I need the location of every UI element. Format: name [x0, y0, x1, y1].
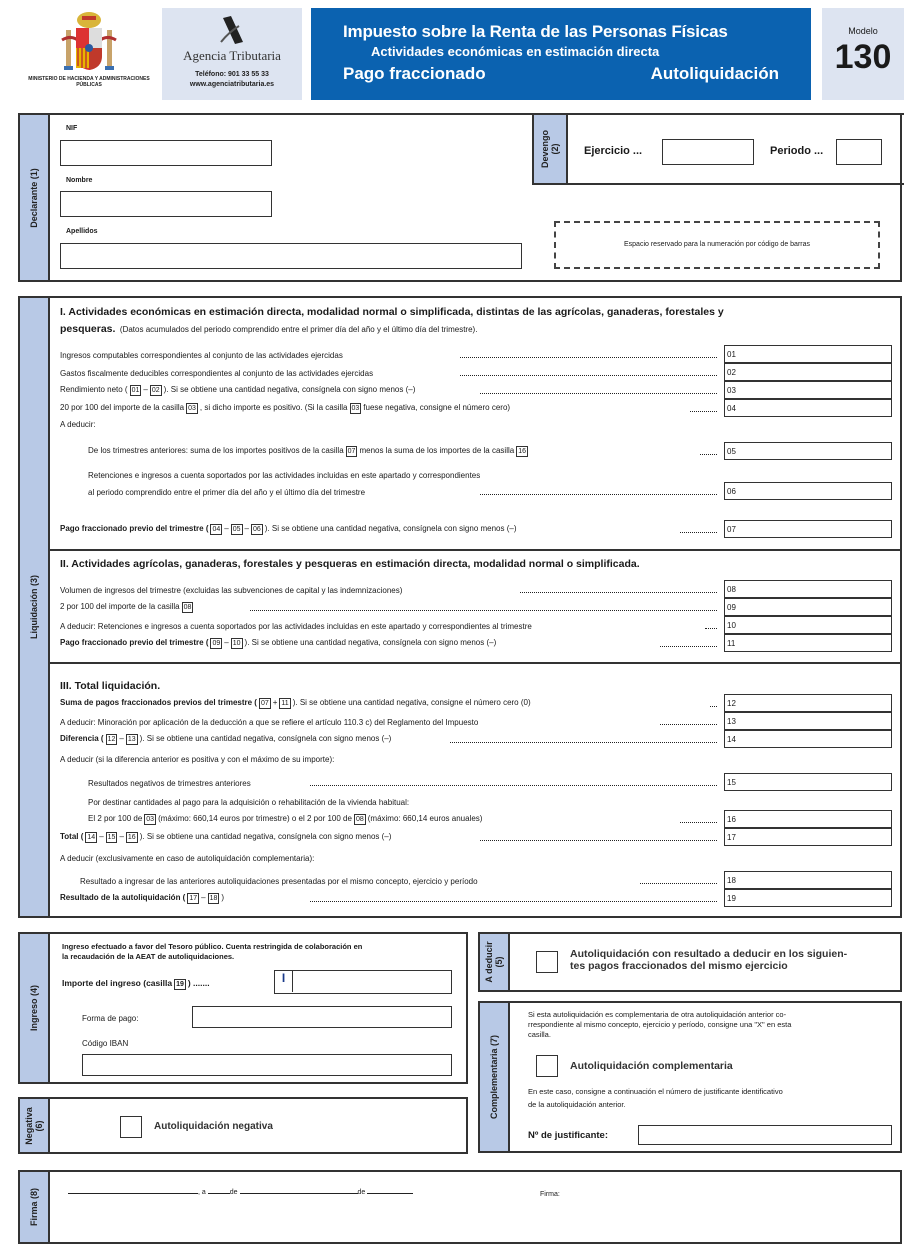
- ejercicio-input[interactable]: [662, 139, 754, 165]
- casilla-11-input[interactable]: [745, 634, 892, 652]
- iban-input[interactable]: [82, 1054, 452, 1076]
- apellidos-label: Apellidos: [66, 228, 98, 235]
- barcode-reserved-text: Espacio reservado para la numeración por código de barras: [624, 241, 810, 248]
- casilla-number: 19: [724, 889, 746, 907]
- title-pago-fraccionado: Pago fraccionado: [343, 64, 486, 83]
- forma-pago-label: Forma de pago:: [82, 1014, 139, 1023]
- ingreso-side-label: Ingreso (4): [20, 934, 50, 1082]
- complementaria-intro: Si esta autoliquidación es complementaria de otra autoliquidación anterior co- rrespondiente al mismo concepto, ejercicio y período, consigne una "X" en esta casilla.: [528, 1010, 792, 1039]
- nombre-input[interactable]: [60, 191, 272, 217]
- agencia-phone: Teléfono: 901 33 55 33: [195, 71, 269, 78]
- title-line-1: Impuesto sobre la Renta de las Personas Físicas: [343, 22, 728, 41]
- casilla-number: 14: [724, 730, 746, 748]
- title-autoliquidacion: Autoliquidación: [650, 64, 779, 83]
- devengo-side-label: Devengo (2): [534, 115, 568, 183]
- complementaria-checkbox-label: Autoliquidación complementaria: [570, 1060, 733, 1072]
- lugar-blank[interactable]: [68, 1193, 198, 1194]
- barcode-reserved-area: [554, 221, 880, 269]
- casilla-number: 07: [724, 520, 746, 538]
- casilla-row-10: A deducir: Retenciones e ingresos a cuenta soportados por las actividades incluidas en este apartado y correspondientes al trimestre 10: [60, 616, 892, 634]
- importe-ingreso-input[interactable]: [295, 972, 449, 991]
- section-3-title: III. Total liquidación.: [60, 680, 161, 692]
- casilla-15-input[interactable]: [745, 773, 892, 791]
- casilla-number: 09: [724, 598, 746, 616]
- casilla-number: 08: [724, 580, 746, 598]
- declarante-section: [18, 113, 902, 282]
- vivienda-intro: Por destinar cantidades al pago para la adquisición o rehabilitación de la vivienda habitual:: [88, 798, 410, 807]
- casilla-08-input[interactable]: [745, 580, 892, 598]
- casilla-12-input[interactable]: [745, 694, 892, 712]
- firma-side-label: Firma (8): [20, 1172, 50, 1242]
- a-deducir-side-label: A deducir (5): [480, 934, 510, 990]
- form-title-banner: [311, 8, 811, 100]
- casilla-row-09: 2 por 100 del importe de la casilla 08 09: [60, 598, 892, 616]
- importe-ingreso-label: Importe del ingreso (casilla 19 ) .......: [62, 978, 210, 988]
- casilla-01-input[interactable]: [745, 345, 892, 363]
- dia-blank[interactable]: [208, 1193, 230, 1194]
- casilla-row-08: Volumen de ingresos del trimestre (excluidas las subvenciones de capital y las indemnizaciones) 08: [60, 580, 892, 598]
- casilla-number: 04: [724, 399, 746, 417]
- complementaria-note: En este caso, consigne a continuación el número de justificante identificativo de la autoliquidación anterior.: [528, 1087, 783, 1109]
- casilla-row-01: Ingresos computables correspondientes al conjunto de las actividades ejercidas 01: [60, 345, 892, 363]
- apellidos-input[interactable]: [60, 243, 522, 269]
- firma-label: Firma:: [540, 1191, 560, 1198]
- casilla-number: 02: [724, 363, 746, 381]
- firma-section: [18, 1170, 902, 1244]
- casilla-row-07: Pago fraccionado previo del trimestre ( 04 – 05 – 06 ). Si se obtiene una cantidad negativa, consígnela con signo menos (–) 07: [60, 520, 892, 538]
- liquidacion-section: [18, 296, 902, 918]
- nif-label: NIF: [66, 125, 78, 132]
- casilla-number: 16: [724, 810, 746, 828]
- casilla-05-input[interactable]: [745, 442, 892, 460]
- casilla-row-17: Total ( 14 – 15 – 16 ). Si se obtiene una cantidad negativa, consígnela con signo menos (–) 17: [60, 828, 892, 846]
- ingreso-intro-2: la recaudación de la AEAT de autoliquidaciones.: [62, 952, 235, 961]
- casilla-row-11: Pago fraccionado previo del trimestre ( 09 – 10 ). Si se obtiene una cantidad negativa, consígnela con signo menos (–) 11: [60, 634, 892, 652]
- firma-place-date-line: , a de de: [68, 1188, 413, 1198]
- modelo-label: Modelo: [848, 26, 878, 36]
- casilla-06-description-1: Retenciones e ingresos a cuenta soportados por las actividades incluidas en este apartado y correspondientes: [88, 471, 481, 480]
- casilla-number: 12: [724, 694, 746, 712]
- casilla-row-05: De los trimestres anteriores: suma de los importes positivos de la casilla 07 menos la suma de los importes de la casilla 16 05: [60, 442, 892, 460]
- title-line-2: Actividades económicas en estimación directa: [371, 44, 660, 59]
- casilla-03-input[interactable]: [745, 381, 892, 399]
- periodo-input[interactable]: [836, 139, 882, 165]
- casilla-13-input[interactable]: [745, 712, 892, 730]
- casilla-06-input[interactable]: [745, 482, 892, 500]
- casilla-number: 13: [724, 712, 746, 730]
- section-1-title: I. Actividades económicas en estimación directa, modalidad normal o simplificada, distintas de las agrícolas, ganaderas, forestales y: [60, 306, 724, 318]
- casilla-number: 15: [724, 773, 746, 791]
- casilla-row-14: Diferencia ( 12 – 13 ). Si se obtiene una cantidad negativa, consígnela con signo menos (–) 14: [60, 730, 892, 748]
- section-divider: [50, 549, 900, 551]
- casilla-09-input[interactable]: [745, 598, 892, 616]
- casilla-row-19: Resultado de la autoliquidación ( 17 – 18 ) 19: [60, 889, 892, 907]
- casilla-07-input[interactable]: [745, 520, 892, 538]
- periodo-label: Periodo ...: [770, 145, 824, 157]
- casilla-row-13: A deducir: Minoración por aplicación de la deducción a que se refiere el artículo 110.3 c) del Reglamento del Impuesto 13: [60, 712, 892, 730]
- liquidacion-side-label: Liquidación (3): [20, 298, 50, 916]
- forma-pago-input[interactable]: [192, 1006, 452, 1028]
- casilla-row-15: Resultados negativos de trimestres anteriores 15: [60, 773, 892, 791]
- complementaria-section: [478, 1001, 902, 1153]
- agencia-name: Agencia Tributaria: [183, 48, 281, 63]
- agencia-web-link[interactable]: www.agenciatributaria.es: [189, 81, 275, 88]
- complementaria-checkbox[interactable]: [536, 1055, 558, 1077]
- negativa-checkbox[interactable]: [120, 1116, 142, 1138]
- devengo-section: [532, 113, 904, 185]
- negativa-side-label: Negativa (6): [20, 1099, 50, 1152]
- ministerio-name: MINISTERIO DE HACIENDA Y ADMINISTRACIONES PÚBLICAS: [28, 76, 150, 88]
- casilla-number: 06: [724, 482, 746, 500]
- agencia-tributaria-panel: [162, 8, 302, 100]
- casilla-04-input[interactable]: [745, 399, 892, 417]
- a-deducir-complementaria-label: A deducir (exclusivamente en caso de autoliquidación complementaria):: [60, 854, 315, 863]
- casilla-number: 11: [724, 634, 746, 652]
- casilla-number: 03: [724, 381, 746, 399]
- casilla-number: 10: [724, 616, 746, 634]
- casilla-row-06: al periodo comprendido entre el primer día del año y el último día del trimestre 06: [60, 482, 892, 500]
- ingreso-intro: Ingreso efectuado a favor del Tesoro público. Cuenta restringida de colaboración en: [62, 942, 363, 951]
- casilla-17-input[interactable]: [745, 828, 892, 846]
- section-divider: [50, 662, 900, 664]
- casilla-number: 18: [724, 871, 746, 889]
- a-deducir-text: Autoliquidación con resultado a deducir en los siguien- tes pagos fraccionados del mismo ejercicio: [570, 948, 848, 972]
- justificante-input[interactable]: [638, 1125, 892, 1145]
- modelo-box: [822, 8, 904, 100]
- section-2-title: II. Actividades agrícolas, ganaderas, forestales y pesqueras en estimación directa, modalidad normal o simplificada.: [60, 558, 640, 570]
- a-deducir-section: [478, 932, 902, 992]
- agencia-logo-icon: [162, 14, 302, 46]
- justificante-label: Nº de justificante:: [528, 1130, 609, 1141]
- complementaria-side-label: Complementaria (7): [480, 1003, 510, 1151]
- casilla-19-input[interactable]: [745, 889, 892, 907]
- coat-of-arms-icon: [58, 10, 120, 76]
- ministerio-logo: [28, 8, 150, 100]
- negativa-section: [18, 1097, 468, 1154]
- importe-ingreso-field: [274, 970, 452, 994]
- a-deducir-label: A deducir:: [60, 420, 96, 429]
- nombre-label: Nombre: [66, 177, 93, 184]
- modelo-number: 130: [834, 38, 892, 76]
- casilla-number: 01: [724, 345, 746, 363]
- casilla-16-input[interactable]: [745, 810, 892, 828]
- casilla-14-input[interactable]: [745, 730, 892, 748]
- nif-input[interactable]: [60, 140, 272, 166]
- casilla-row-16: El 2 por 100 de 03 (máximo: 660,14 euros por trimestre) o el 2 por 100 de 08 (máximo: 660,14 euros anuales) 16: [60, 810, 892, 828]
- ejercicio-label: Ejercicio ...: [584, 145, 643, 157]
- section-1-subtitle: pesqueras. (Datos acumulados del periodo comprendido entre el primer día del año y el último día del trimestre).: [60, 323, 478, 335]
- a-deducir-checkbox[interactable]: [536, 951, 558, 973]
- casilla-row-18: Resultado a ingresar de las anteriores autoliquidaciones presentadas por el mismo concepto, ejercicio y período 18: [60, 871, 892, 889]
- casilla-row-03: Rendimiento neto ( 01 – 02 ). Si se obtiene una cantidad negativa, consígnela con signo menos (–) 03: [60, 381, 892, 399]
- casilla-02-input[interactable]: [745, 363, 892, 381]
- casilla-number: 17: [724, 828, 746, 846]
- casilla-row-04: 20 por 100 del importe de la casilla 03 , si dicho importe es positivo. (Si la casilla 03 fuese negativa, consigne el número cero) 04: [60, 399, 892, 417]
- mes-blank[interactable]: [240, 1193, 358, 1194]
- anio-blank[interactable]: [367, 1193, 413, 1194]
- casilla-number: 05: [724, 442, 746, 460]
- casilla-18-input[interactable]: [745, 871, 892, 889]
- casilla-row-12: Suma de pagos fraccionados previos del trimestre ( 07 + 11 ). Si se obtiene una cantidad negativa, consigne el número cero (0) 12: [60, 694, 892, 712]
- casilla-10-input[interactable]: [745, 616, 892, 634]
- importe-prefix: I: [275, 971, 293, 992]
- casilla-row-02: Gastos fiscalmente deducibles correspondientes al conjunto de las actividades ejercidas 02: [60, 363, 892, 381]
- a-deducir-si-positiva-label: A deducir (si la diferencia anterior es positiva y con el máximo de su importe):: [60, 755, 335, 764]
- declarante-side-label: Declarante (1): [20, 115, 50, 280]
- negativa-checkbox-label: Autoliquidación negativa: [154, 1121, 273, 1132]
- ingreso-section: [18, 932, 468, 1084]
- iban-label: Código IBAN: [82, 1039, 129, 1048]
